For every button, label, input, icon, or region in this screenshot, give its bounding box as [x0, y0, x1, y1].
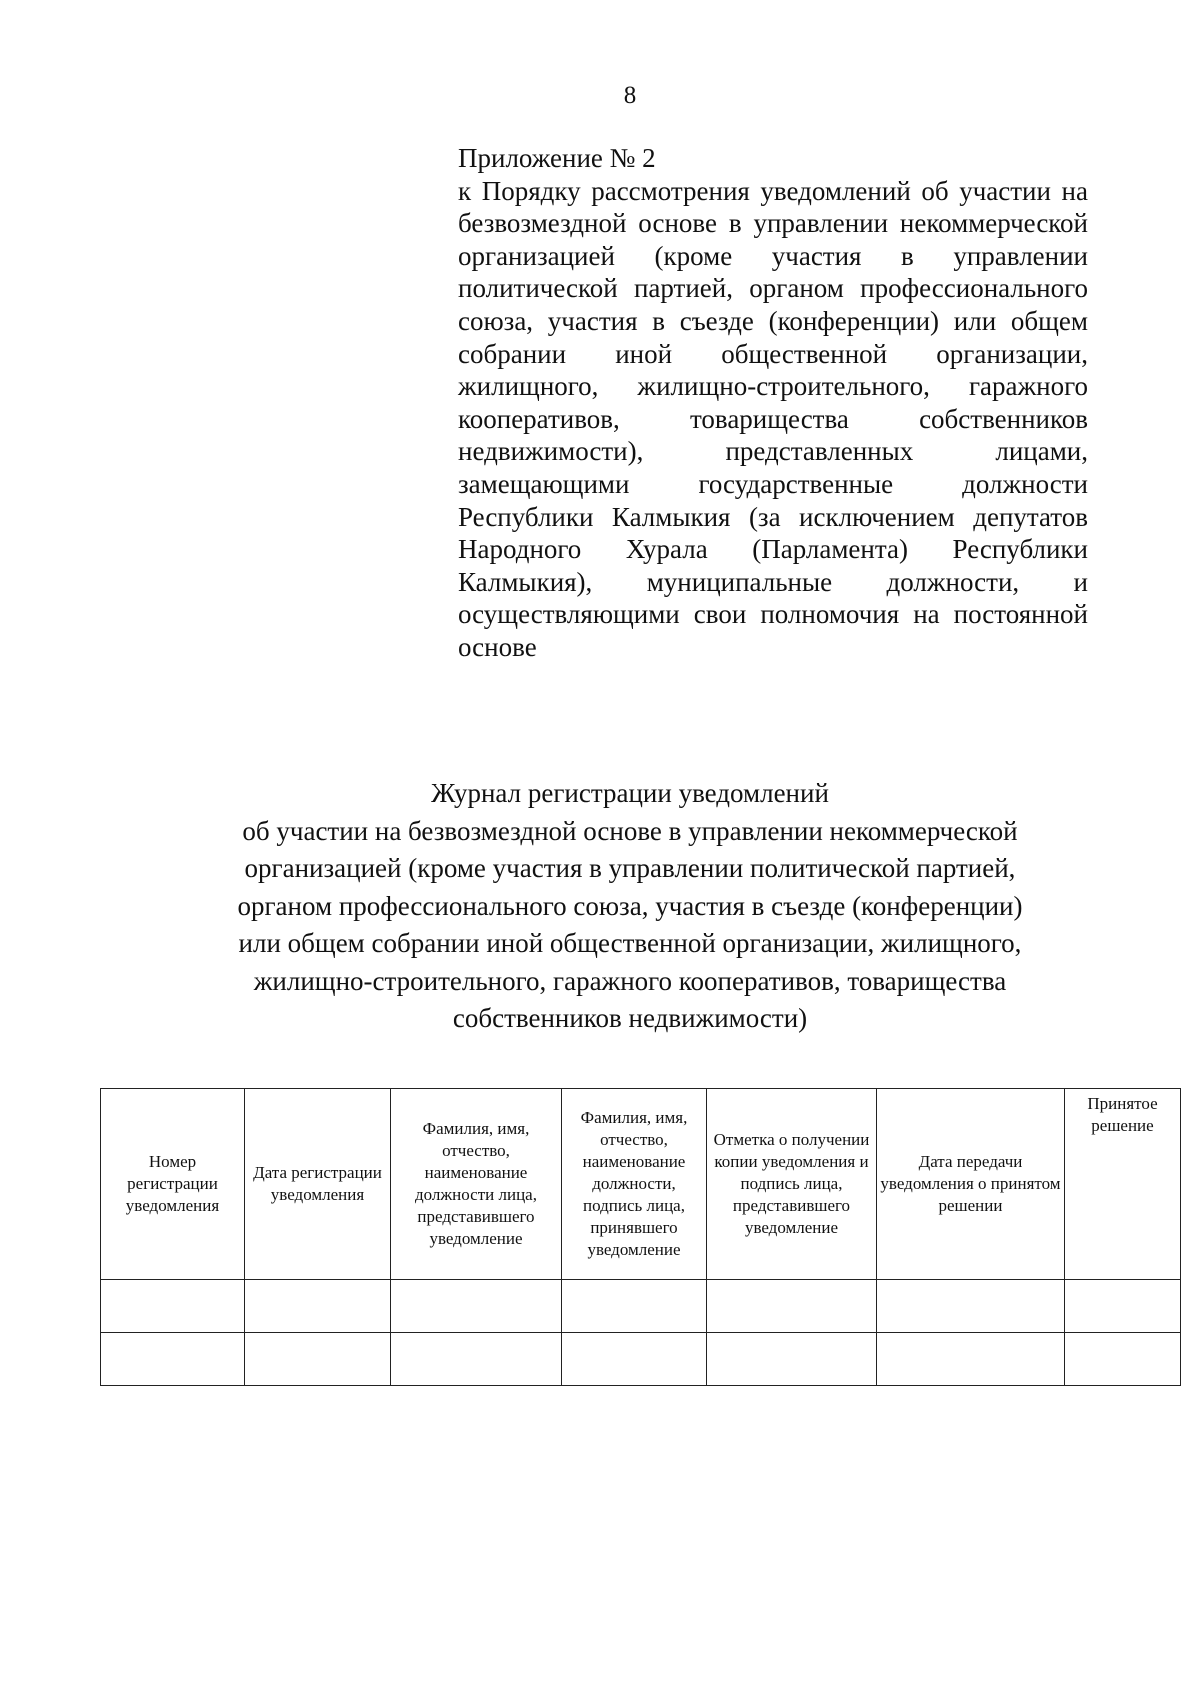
- journal-title-line: организацией (кроме участия в управлении политической партией,: [244, 853, 1016, 883]
- header-submitter-name: Фамилия, имя, отчество, наименование должности лица, представившего уведомление: [391, 1089, 562, 1280]
- appendix-title: Приложение № 2: [458, 143, 656, 173]
- header-registration-date: Дата регистрации уведомления: [245, 1089, 391, 1280]
- table-cell: [707, 1333, 877, 1386]
- table-cell: [245, 1280, 391, 1333]
- journal-table: [100, 1088, 1181, 1386]
- table-cell: [391, 1280, 562, 1333]
- journal-title-line: органом профессионального союза, участия в съезде (конференции): [237, 890, 1023, 921]
- table-row: [101, 1280, 1181, 1333]
- journal-title-line: об участии на безвозмездной основе в управлении некоммерческой: [242, 815, 1018, 846]
- table-cell: [391, 1333, 562, 1386]
- table-cell: [877, 1333, 1065, 1386]
- table-header-row: [101, 1089, 1181, 1280]
- table-cell: [877, 1280, 1065, 1333]
- appendix-block: [458, 142, 1088, 664]
- table-cell: [562, 1333, 707, 1386]
- header-copy-receipt-mark: Отметка о получении копии уведомления и подпись лица, представившего уведомление: [707, 1089, 877, 1280]
- journal-title-line: Журнал регистрации уведомлений: [431, 778, 829, 808]
- table-cell: [707, 1280, 877, 1333]
- header-decision: Принятое решение: [1065, 1089, 1181, 1280]
- header-receiver-name: Фамилия, имя, отчество, наименование должности, подпись лица, принявшего уведомление: [562, 1089, 707, 1280]
- table-cell: [101, 1280, 245, 1333]
- journal-title-line: или общем собрании иной общественной организации, жилищного,: [238, 928, 1022, 958]
- journal-title-line: жилищно-строительного, гаражного кооперативов, товарищества: [253, 965, 1007, 996]
- header-decision-transfer-date: Дата передачи уведомления о принятом решении: [877, 1089, 1065, 1280]
- table-cell: [562, 1280, 707, 1333]
- table-cell: [1065, 1280, 1181, 1333]
- table-cell: [245, 1333, 391, 1386]
- table-cell: [101, 1333, 245, 1386]
- header-registration-number: Номер регистрации уведомления: [101, 1089, 245, 1280]
- page-number: 8: [623, 82, 637, 109]
- table-row: [101, 1333, 1181, 1386]
- journal-title-line: собственников недвижимости): [452, 1003, 808, 1033]
- table-cell: [1065, 1333, 1181, 1386]
- appendix-body: к Порядку рассмотрения уведомлений об участии на безвозмездной основе в управлении некоммерческой организацией (кроме участия в управлении политической партией, органом профессионального союза, участия в съезде (конференции) или общем собрании иной общественной организации, жилищного, жилищно-строительного, гаражного кооперативов, товарищества собственников недвижимости), представленных лицами, замещающими государственные должности Республики Калмыкия (за исключением депутатов Народного Хурала (Парламента) Республики Калмыкия), муниципальные должности, и осуществляющими свои полномочия на постоянной основе: [458, 175, 1088, 662]
- journal-title: [120, 775, 1140, 1038]
